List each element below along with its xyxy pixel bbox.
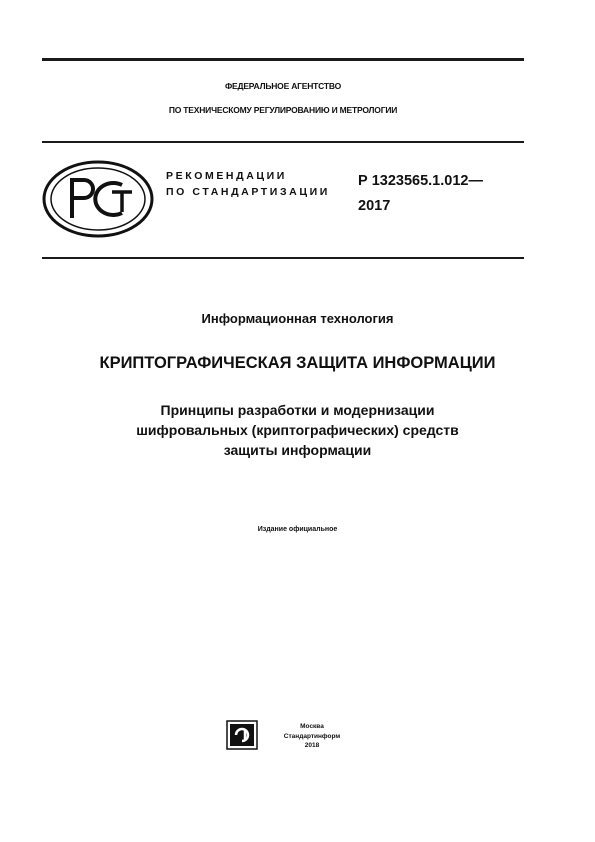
recommendation-label: [166, 168, 348, 200]
agency-name-line-2: ПО ТЕХНИЧЕСКОМУ РЕГУЛИРОВАНИЮ И МЕТРОЛОГИИ: [168, 105, 398, 115]
recommendation-line-1: РЕКОМЕНДАЦИИ: [166, 170, 287, 182]
document-code: [358, 169, 483, 219]
document-subtitle: [30, 400, 565, 460]
standartinform-logo-icon: [226, 720, 258, 750]
publisher-city: Москва: [300, 723, 324, 730]
publisher-name: Стандартинформ: [283, 732, 341, 740]
gost-r-emblem-icon: [42, 160, 154, 238]
edition-note: Издание официальное: [257, 526, 338, 533]
publisher-block: [282, 722, 342, 751]
publisher-year: 2018: [304, 742, 320, 749]
subtitle-line-2: шифровальных (криптографических) средств: [136, 422, 459, 438]
document-code-line-2: 2017: [358, 198, 391, 214]
subtitle-line-3: защиты информации: [223, 442, 372, 458]
middle-rule: [42, 141, 524, 143]
top-rule: [42, 58, 524, 61]
bottom-rule: [42, 257, 524, 259]
subtitle-line-1: Принципы разработки и модернизации: [160, 402, 435, 418]
recommendation-line-2: ПО СТАНДАРТИЗАЦИИ: [166, 186, 330, 198]
agency-name-line-1: ФЕДЕРАЛЬНОЕ АГЕНТСТВО: [224, 81, 342, 91]
document-code-line-1: Р 1323565.1.012—: [358, 173, 483, 189]
subject-heading: Информационная технология: [201, 311, 394, 326]
document-title: КРИПТОГРАФИЧЕСКАЯ ЗАЩИТА ИНФОРМАЦИИ: [99, 354, 496, 372]
